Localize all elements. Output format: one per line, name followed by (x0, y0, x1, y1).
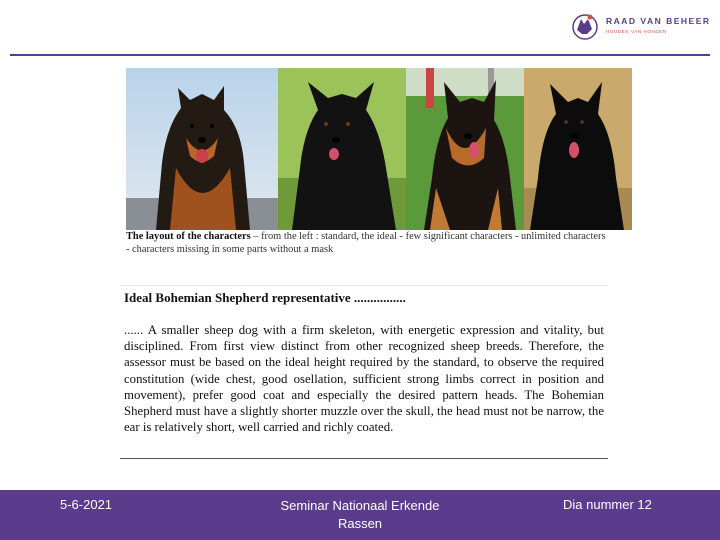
caption-text: – from the left : standard, the ideal - few significant characters - unlimited characters - characters missing in some parts without a mask (126, 231, 606, 255)
photo-caption (126, 230, 606, 256)
slide-footer (0, 490, 720, 540)
footer-title: Seminar Nationaal Erkende Rassen (280, 498, 440, 531)
photo-unlimited-characters (406, 68, 524, 230)
logo-brand-text: RAAD VAN BEHEER (606, 16, 711, 26)
footer-slide-number: Dia nummer 12 (563, 497, 652, 512)
logo-tagline: HOUDEN VAN HONDEN (606, 29, 667, 34)
photo-few-significant-characters (278, 68, 406, 230)
header-divider (10, 54, 710, 56)
description-title: Ideal Bohemian Shepherd representative ................ (124, 290, 406, 305)
dog-photo-strip (126, 68, 632, 230)
description-body: ...... A smaller sheep dog with a firm skeleton, with energetic expression and vitality, but disciplined. From first view distinct from other recognized sheep breeds. Therefore, the assessor must be based on the ideal height required by the standard, to observe the required constitution (wide chest, good osellation, sufficient strong limbs correct in position and movement), prefer good coat and especially the desired pattern heads. The Bohemian Shepherd must have a slightly shorter muzzle over the skull, the head must not be narrow, the ear is relatively short, well carried and richly coated. (124, 323, 604, 435)
dog-head-icon (570, 10, 600, 44)
footer-date: 5-6-2021 (60, 497, 113, 512)
caption-heading: The layout of the characters (126, 231, 251, 242)
photo-standard-ideal (126, 68, 278, 230)
raad-van-beheer-logo (570, 10, 715, 44)
description-box (120, 285, 608, 459)
photo-characters-missing-mask (524, 68, 632, 230)
